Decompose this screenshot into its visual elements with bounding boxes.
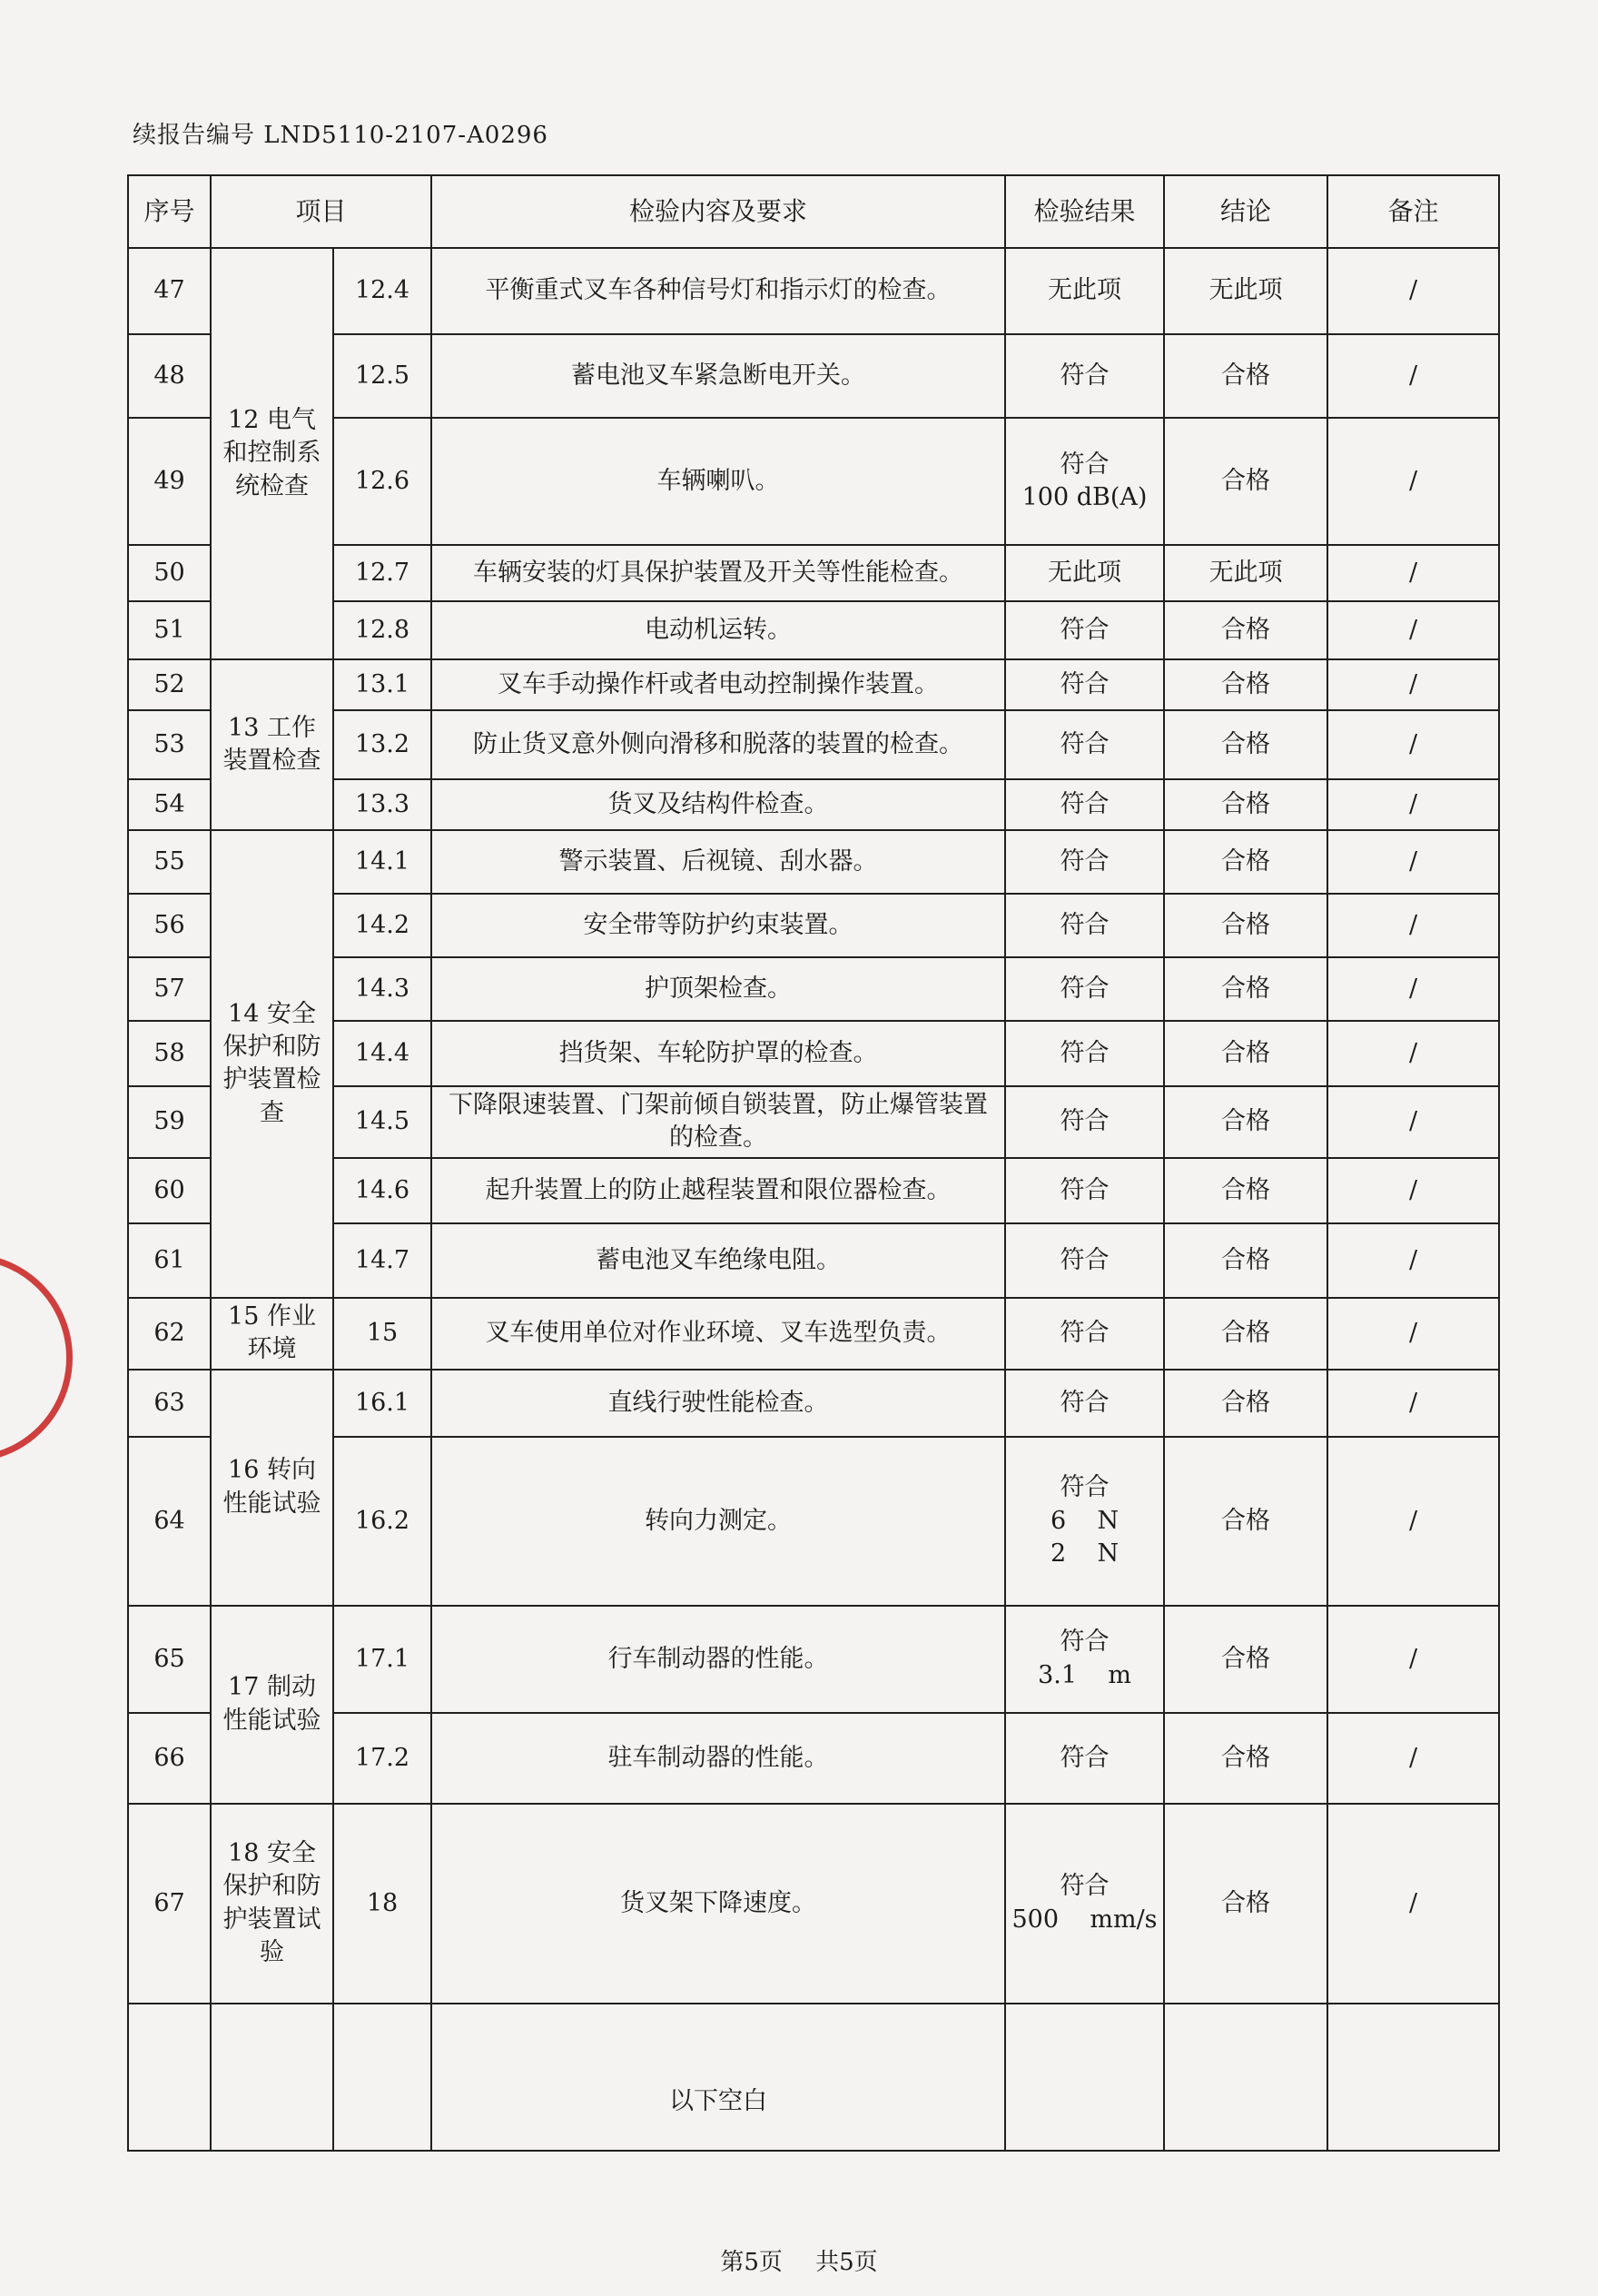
row-code: 13.2 bbox=[333, 710, 431, 779]
row-seq: 49 bbox=[128, 418, 211, 545]
row-remark: / bbox=[1327, 1713, 1499, 1804]
page-number: 第5页 bbox=[720, 2249, 783, 2276]
row-content: 货叉架下降速度。 bbox=[431, 1804, 1005, 2004]
row-conclusion: 合格 bbox=[1164, 957, 1327, 1021]
row-conclusion: 合格 bbox=[1164, 894, 1327, 957]
row-seq: 64 bbox=[128, 1437, 211, 1606]
row-code: 13.1 bbox=[333, 659, 431, 710]
row-remark: / bbox=[1327, 779, 1499, 830]
row-code: 14.4 bbox=[333, 1021, 431, 1086]
table-row bbox=[128, 334, 1499, 418]
row-content: 叉车手动操作杆或者电动控制操作装置。 bbox=[431, 659, 1005, 710]
result-value: 符合 bbox=[1060, 1175, 1110, 1204]
group-cell: 12 电气和控制系统检查 bbox=[211, 248, 333, 659]
row-result bbox=[1005, 601, 1164, 659]
result-value: 无此项 bbox=[1048, 276, 1122, 305]
group-cell: 17 制动性能试验 bbox=[211, 1606, 333, 1804]
result-value: 符合 bbox=[1060, 846, 1110, 876]
row-remark: / bbox=[1327, 1298, 1499, 1370]
row-conclusion: 合格 bbox=[1164, 1223, 1327, 1298]
official-seal-stamp bbox=[0, 1253, 73, 1462]
page-total: 共5页 bbox=[815, 2249, 878, 2276]
row-conclusion: 合格 bbox=[1164, 418, 1327, 545]
row-seq: 47 bbox=[128, 248, 211, 334]
row-remark: / bbox=[1327, 1158, 1499, 1223]
row-result bbox=[1005, 545, 1164, 601]
row-result bbox=[1005, 334, 1164, 418]
row-remark: / bbox=[1327, 545, 1499, 601]
row-result bbox=[1005, 1437, 1164, 1606]
row-conclusion: 合格 bbox=[1164, 830, 1327, 894]
row-code: 14.5 bbox=[333, 1086, 431, 1158]
result-value: 无此项 bbox=[1048, 558, 1122, 587]
row-content: 挡货架、车轮防护罩的检查。 bbox=[431, 1021, 1005, 1086]
result-value: 符合 bbox=[1060, 669, 1110, 698]
row-seq: 56 bbox=[128, 894, 211, 957]
row-seq: 57 bbox=[128, 957, 211, 1021]
result-value: 符合 bbox=[1060, 1628, 1110, 1657]
table-row bbox=[128, 1804, 1499, 2004]
row-content: 蓄电池叉车紧急断电开关。 bbox=[431, 334, 1005, 418]
blank-cell bbox=[128, 2004, 211, 2151]
header-seq: 序号 bbox=[128, 175, 211, 248]
blank-cell bbox=[1327, 2004, 1499, 2151]
row-code: 14.7 bbox=[333, 1223, 431, 1298]
result-measure: 500 mm/s bbox=[1011, 1905, 1158, 1934]
row-result bbox=[1005, 1606, 1164, 1713]
row-content: 下降限速装置、门架前倾自锁装置，防止爆管装置的检查。 bbox=[431, 1086, 1005, 1158]
row-remark: / bbox=[1327, 334, 1499, 418]
row-seq: 55 bbox=[128, 830, 211, 894]
row-conclusion: 合格 bbox=[1164, 1158, 1327, 1223]
blank-cell bbox=[1164, 2004, 1327, 2151]
row-content: 车辆安装的灯具保护装置及开关等性能检查。 bbox=[431, 545, 1005, 601]
header-remark: 备注 bbox=[1327, 175, 1499, 248]
header-result: 检验结果 bbox=[1005, 175, 1164, 248]
table-row bbox=[128, 779, 1499, 830]
result-value: 符合 bbox=[1060, 1473, 1110, 1502]
row-content: 驻车制动器的性能。 bbox=[431, 1713, 1005, 1804]
table-row bbox=[128, 1713, 1499, 1804]
inspection-table bbox=[127, 174, 1500, 2152]
result-value: 符合 bbox=[1060, 910, 1110, 939]
row-result bbox=[1005, 1158, 1164, 1223]
row-seq: 58 bbox=[128, 1021, 211, 1086]
row-remark: / bbox=[1327, 1437, 1499, 1606]
row-seq: 63 bbox=[128, 1370, 211, 1437]
row-content: 护顶架检查。 bbox=[431, 957, 1005, 1021]
table-row bbox=[128, 418, 1499, 545]
row-result bbox=[1005, 1223, 1164, 1298]
blank-note: 以下空白 bbox=[431, 2004, 1005, 2151]
table-row bbox=[128, 1298, 1499, 1370]
row-conclusion: 合格 bbox=[1164, 1086, 1327, 1158]
row-result bbox=[1005, 1804, 1164, 2004]
result-value: 符合 bbox=[1060, 729, 1110, 758]
table-row bbox=[128, 248, 1499, 334]
row-remark: / bbox=[1327, 1606, 1499, 1713]
row-code: 14.1 bbox=[333, 830, 431, 894]
row-code: 16.2 bbox=[333, 1437, 431, 1606]
row-result bbox=[1005, 1370, 1164, 1437]
result-value: 符合 bbox=[1060, 450, 1110, 479]
result-value: 符合 bbox=[1060, 615, 1110, 644]
row-code: 14.6 bbox=[333, 1158, 431, 1223]
row-result bbox=[1005, 957, 1164, 1021]
group-cell: 13 工作装置检查 bbox=[211, 659, 333, 830]
result-value: 符合 bbox=[1060, 974, 1110, 1003]
row-remark: / bbox=[1327, 1804, 1499, 2004]
row-code: 13.3 bbox=[333, 779, 431, 830]
table-row bbox=[128, 957, 1499, 1021]
row-remark: / bbox=[1327, 894, 1499, 957]
table-row bbox=[128, 830, 1499, 894]
row-result bbox=[1005, 1086, 1164, 1158]
report-number: 续报告编号 LND5110-2107-A0296 bbox=[133, 122, 548, 149]
result-value: 符合 bbox=[1060, 1743, 1110, 1772]
row-code: 16.1 bbox=[333, 1370, 431, 1437]
page-footer bbox=[0, 2243, 1598, 2277]
row-remark: / bbox=[1327, 710, 1499, 779]
table-row bbox=[128, 601, 1499, 659]
row-remark: / bbox=[1327, 1370, 1499, 1437]
row-code: 14.2 bbox=[333, 894, 431, 957]
result-measure: 2 N bbox=[1050, 1539, 1120, 1568]
table-row bbox=[128, 894, 1499, 957]
row-conclusion: 无此项 bbox=[1164, 248, 1327, 334]
blank-cell bbox=[1005, 2004, 1164, 2151]
row-code: 17.1 bbox=[333, 1606, 431, 1713]
row-code: 12.5 bbox=[333, 334, 431, 418]
result-value: 符合 bbox=[1060, 1872, 1110, 1901]
row-result bbox=[1005, 248, 1164, 334]
result-value: 符合 bbox=[1060, 1245, 1110, 1274]
blank-cell bbox=[333, 2004, 431, 2151]
row-seq: 50 bbox=[128, 545, 211, 601]
row-content: 货叉及结构件检查。 bbox=[431, 779, 1005, 830]
row-conclusion: 无此项 bbox=[1164, 545, 1327, 601]
table-row bbox=[128, 659, 1499, 710]
row-code: 12.8 bbox=[333, 601, 431, 659]
header-item: 项目 bbox=[211, 175, 431, 248]
row-code: 14.3 bbox=[333, 957, 431, 1021]
row-content: 转向力测定。 bbox=[431, 1437, 1005, 1606]
row-result bbox=[1005, 418, 1164, 545]
header-conclusion: 结论 bbox=[1164, 175, 1327, 248]
row-code: 15 bbox=[333, 1298, 431, 1370]
group-cell: 16 转向性能试验 bbox=[211, 1370, 333, 1606]
row-content: 防止货叉意外侧向滑移和脱落的装置的检查。 bbox=[431, 710, 1005, 779]
group-cell: 15 作业环境 bbox=[211, 1298, 333, 1370]
row-seq: 60 bbox=[128, 1158, 211, 1223]
table-row bbox=[128, 1437, 1499, 1606]
row-content: 电动机运转。 bbox=[431, 601, 1005, 659]
row-conclusion: 合格 bbox=[1164, 601, 1327, 659]
row-content: 蓄电池叉车绝缘电阻。 bbox=[431, 1223, 1005, 1298]
row-result bbox=[1005, 1713, 1164, 1804]
row-result bbox=[1005, 1298, 1164, 1370]
result-value: 符合 bbox=[1060, 1388, 1110, 1417]
row-conclusion: 合格 bbox=[1164, 659, 1327, 710]
row-result bbox=[1005, 894, 1164, 957]
row-conclusion: 合格 bbox=[1164, 1713, 1327, 1804]
row-code: 18 bbox=[333, 1804, 431, 2004]
row-conclusion: 合格 bbox=[1164, 1370, 1327, 1437]
row-seq: 65 bbox=[128, 1606, 211, 1713]
row-code: 12.6 bbox=[333, 418, 431, 545]
row-remark: / bbox=[1327, 1021, 1499, 1086]
row-content: 行车制动器的性能。 bbox=[431, 1606, 1005, 1713]
table-row bbox=[128, 545, 1499, 601]
table-row bbox=[128, 1370, 1499, 1437]
row-conclusion: 合格 bbox=[1164, 1298, 1327, 1370]
row-seq: 59 bbox=[128, 1086, 211, 1158]
result-value: 符合 bbox=[1060, 1319, 1110, 1348]
row-seq: 61 bbox=[128, 1223, 211, 1298]
row-remark: / bbox=[1327, 957, 1499, 1021]
table-row bbox=[128, 1223, 1499, 1298]
row-code: 12.4 bbox=[333, 248, 431, 334]
group-cell: 18 安全保护和防护装置试验 bbox=[211, 1804, 333, 2004]
row-remark: / bbox=[1327, 601, 1499, 659]
row-content: 直线行驶性能检查。 bbox=[431, 1370, 1005, 1437]
row-remark: / bbox=[1327, 248, 1499, 334]
row-content: 安全带等防护约束装置。 bbox=[431, 894, 1005, 957]
row-remark: / bbox=[1327, 659, 1499, 710]
result-value: 符合 bbox=[1060, 1107, 1110, 1136]
row-seq: 52 bbox=[128, 659, 211, 710]
table-row bbox=[128, 1606, 1499, 1713]
row-content: 车辆喇叭。 bbox=[431, 418, 1005, 545]
result-measure: 100 dB(A) bbox=[1021, 483, 1148, 511]
table-row bbox=[128, 1086, 1499, 1158]
row-content: 平衡重式叉车各种信号灯和指示灯的检查。 bbox=[431, 248, 1005, 334]
blank-row bbox=[128, 2004, 1499, 2151]
row-seq: 62 bbox=[128, 1298, 211, 1370]
row-content: 叉车使用单位对作业环境、叉车选型负责。 bbox=[431, 1298, 1005, 1370]
result-measure: 3.1 m bbox=[1038, 1660, 1131, 1689]
row-seq: 66 bbox=[128, 1713, 211, 1804]
row-result bbox=[1005, 710, 1164, 779]
row-seq: 53 bbox=[128, 710, 211, 779]
row-code: 17.2 bbox=[333, 1713, 431, 1804]
row-content: 警示装置、后视镜、刮水器。 bbox=[431, 830, 1005, 894]
header-content: 检验内容及要求 bbox=[431, 175, 1005, 248]
row-conclusion: 合格 bbox=[1164, 334, 1327, 418]
row-seq: 48 bbox=[128, 334, 211, 418]
row-conclusion: 合格 bbox=[1164, 1606, 1327, 1713]
row-remark: / bbox=[1327, 1086, 1499, 1158]
row-seq: 67 bbox=[128, 1804, 211, 2004]
row-result bbox=[1005, 779, 1164, 830]
table-row bbox=[128, 1021, 1499, 1086]
table-row bbox=[128, 710, 1499, 779]
result-value: 符合 bbox=[1060, 789, 1110, 818]
table-row bbox=[128, 1158, 1499, 1223]
row-remark: / bbox=[1327, 418, 1499, 545]
row-code: 12.7 bbox=[333, 545, 431, 601]
row-conclusion: 合格 bbox=[1164, 1804, 1327, 2004]
row-result bbox=[1005, 1021, 1164, 1086]
result-value: 符合 bbox=[1060, 361, 1110, 390]
row-seq: 51 bbox=[128, 601, 211, 659]
group-cell: 14 安全保护和防护装置检查 bbox=[211, 830, 333, 1298]
row-remark: / bbox=[1327, 830, 1499, 894]
row-seq: 54 bbox=[128, 779, 211, 830]
row-conclusion: 合格 bbox=[1164, 779, 1327, 830]
row-result bbox=[1005, 659, 1164, 710]
row-conclusion: 合格 bbox=[1164, 1021, 1327, 1086]
row-content: 起升装置上的防止越程装置和限位器检查。 bbox=[431, 1158, 1005, 1223]
result-measure: 6 N bbox=[1050, 1506, 1120, 1535]
row-remark: / bbox=[1327, 1223, 1499, 1298]
result-value: 符合 bbox=[1060, 1038, 1110, 1067]
header-row bbox=[128, 175, 1499, 248]
row-conclusion: 合格 bbox=[1164, 1437, 1327, 1606]
blank-cell bbox=[211, 2004, 333, 2151]
row-result bbox=[1005, 830, 1164, 894]
row-conclusion: 合格 bbox=[1164, 710, 1327, 779]
